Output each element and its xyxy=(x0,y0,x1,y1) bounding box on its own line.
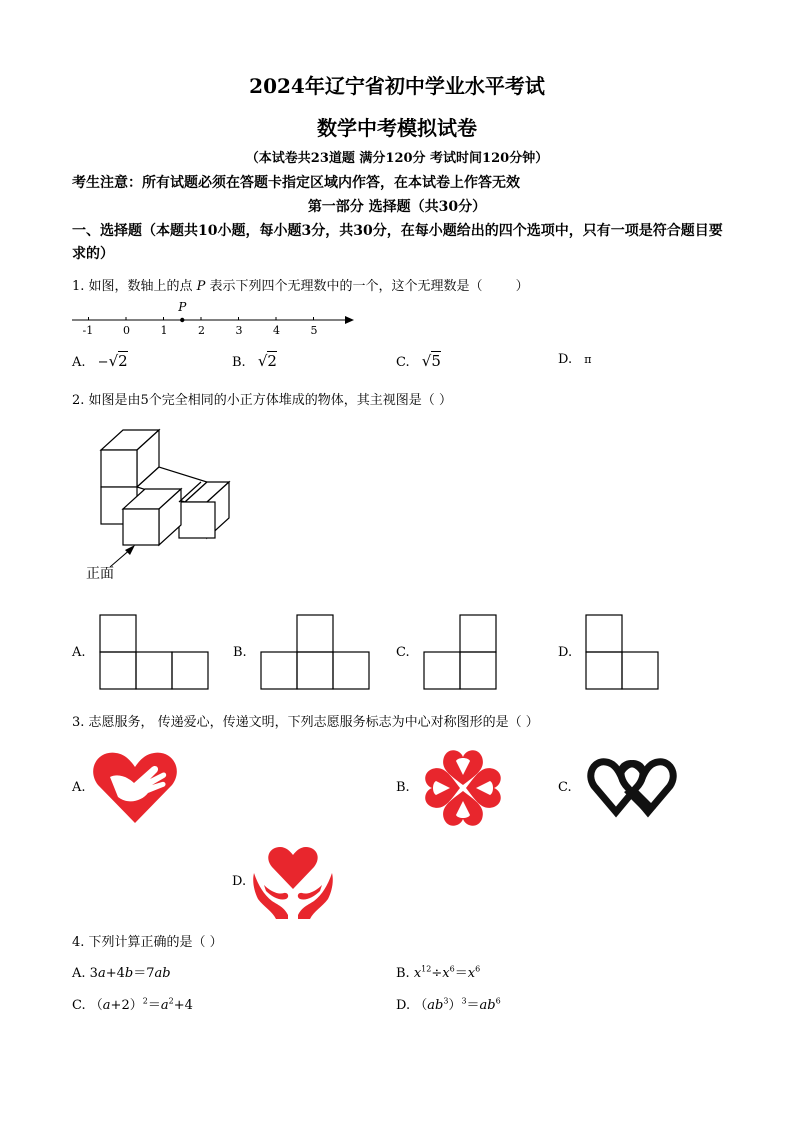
q4-option-a[interactable] xyxy=(72,962,171,981)
option-text: π xyxy=(584,353,592,366)
option-text: $(a+2)^2=a^2+4$ xyxy=(89,996,193,1013)
option-text: $x^{12}\div x^6=x^6$ xyxy=(413,964,481,981)
option-label: B. xyxy=(232,355,246,370)
q3-option-d-label[interactable]: D. xyxy=(232,874,247,889)
q4-option-c[interactable] xyxy=(72,994,193,1013)
cube-stack-diagram xyxy=(80,425,240,585)
q4-option-d[interactable] xyxy=(396,994,501,1013)
q2-option-c-figure[interactable] xyxy=(423,614,499,690)
exam-notice: 考生注意：所有试题必须在答题卡指定区域内作答，在本试卷上作答无效 xyxy=(72,175,520,191)
question-2-stem: 2. 如图是由5个完全相同的小正方体堆成的物体，其主视图是（ ） xyxy=(72,393,452,408)
number-line-tick-label: 2 xyxy=(198,324,205,337)
option-label: A. xyxy=(72,355,86,370)
q2-option-b-label[interactable]: B. xyxy=(233,645,247,660)
q3-option-c-label[interactable]: C. xyxy=(558,780,572,795)
q3-option-a-label[interactable]: A. xyxy=(72,780,86,795)
exam-subtitle: 数学中考模拟试卷 xyxy=(317,116,477,140)
q2-option-d-label[interactable]: D. xyxy=(558,645,573,660)
option-text: $(ab^3)^3=ab^6$ xyxy=(414,996,501,1013)
q1-option-b[interactable] xyxy=(232,352,277,370)
number-line-tick-label: 0 xyxy=(123,324,130,337)
option-text: 3a+4b＝7ab xyxy=(89,966,171,981)
number-line-tick-label: 3 xyxy=(235,324,243,337)
q2-option-a-label[interactable]: A. xyxy=(72,645,86,660)
option-text: −√2 xyxy=(97,352,128,370)
q2-option-d-figure[interactable] xyxy=(585,614,661,690)
option-label: C. xyxy=(396,355,410,370)
option-label: B. xyxy=(396,966,410,981)
q2-option-a-figure[interactable] xyxy=(99,614,211,690)
question-3-stem: 3. 志愿服务， 传递爱心，传递文明，下列志愿服务标志为中心对称图形的是（ ） xyxy=(72,715,539,730)
number-line-diagram xyxy=(70,296,360,340)
option-label: D. xyxy=(558,352,573,367)
number-line-tick-label: 1 xyxy=(160,324,168,337)
q2-option-b-figure[interactable] xyxy=(260,614,372,690)
point-p-label: P xyxy=(178,300,187,314)
q1-option-c[interactable] xyxy=(396,352,441,370)
question-1-stem: 1. 如图，数轴上的点 P 表示下列四个无理数中的一个，这个无理数是（ ） xyxy=(72,279,529,294)
q3-option-b-logo[interactable] xyxy=(420,745,506,831)
option-label: A. xyxy=(72,966,86,981)
q3-option-b-label[interactable]: B. xyxy=(396,780,410,795)
number-line-tick-label: 4 xyxy=(273,324,280,337)
option-label: D. xyxy=(396,998,411,1013)
q3-option-a-logo[interactable] xyxy=(92,747,178,827)
front-label: 正面 xyxy=(86,566,114,582)
q4-option-b[interactable] xyxy=(396,962,480,981)
part-heading: 第一部分 选择题（共30分） xyxy=(307,199,487,215)
q2-option-c-label[interactable]: C. xyxy=(396,645,410,660)
q3-option-d-logo[interactable] xyxy=(252,845,334,919)
option-text: √2 xyxy=(257,352,277,370)
number-line-tick-label: 5 xyxy=(310,324,318,337)
section-heading: 一、选择题（本题共10小题，每小题3分，共30分，在每小题给出的四个选项中，只有一项是符合题目要求的） xyxy=(72,223,723,262)
option-label: C. xyxy=(72,998,86,1013)
number-line-tick-label: -1 xyxy=(82,324,94,337)
exam-info: （本试卷共23道题 满分120分 考试时间120分钟） xyxy=(245,151,549,166)
q3-option-c-logo[interactable] xyxy=(586,752,678,820)
point-p xyxy=(180,318,184,322)
q1-option-a[interactable] xyxy=(72,352,128,370)
option-text: √5 xyxy=(421,352,441,370)
exam-title: 2024年辽宁省初中学业水平考试 xyxy=(249,74,545,98)
question-4-stem: 4. 下列计算正确的是（ ） xyxy=(72,935,223,950)
q1-option-d[interactable] xyxy=(558,352,591,367)
